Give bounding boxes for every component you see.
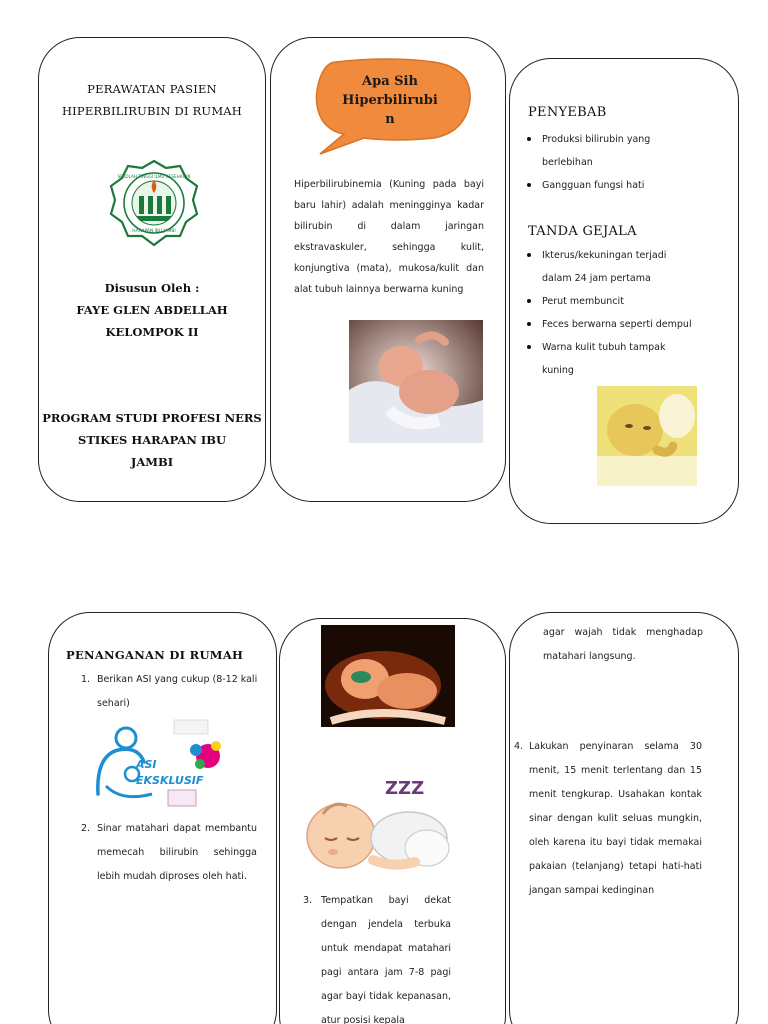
- symptoms-heading: TANDA GEJALA: [528, 224, 637, 239]
- causes-heading: PENYEBAB: [528, 105, 607, 120]
- phototherapy-baby-photo: [321, 625, 455, 727]
- step-text: Berikan ASI yang cukup (8-12 kali sehari): [97, 674, 258, 709]
- bubble-line2: Hiperbilirubi: [342, 93, 438, 108]
- bubble-line3: n: [385, 112, 395, 127]
- intro-paragraph: Hiperbilirubinemia (Kuning pada bayi baru lahir) adalah meningginya kadar bilirubin di dalam jaringan ekstravaskuler, sehingga kulit, konjungtiva (mata), mukosa/kulit dan alat tubuh lainnya berwarna kuning: [294, 179, 484, 295]
- step-text: Tempatkan bayi dekat dengan jendela terbuka untuk mendapat matahari pagi antara jam 7-8 pagi agar bayi tidak kepanasan, atur posisi kepala: [321, 895, 451, 1024]
- asi-logo-line1: ASI: [136, 758, 157, 771]
- causes-list: [524, 128, 684, 197]
- care-step-4: [514, 735, 702, 903]
- step-text: Lakukan penyinaran selama 30 menit, 15 menit terlentang dan 15 menit tengkurap. Usahakan kontak sinar dengan kulit seluas mungkin, oleh karena itu bayi tidak memakai pakaian (telanjang) tetapi hati-hati jangan sampai kedinginan: [529, 741, 702, 896]
- cause-item: Produksi bilirubin yang berlebihan: [524, 128, 684, 174]
- college-logo-emblem: [108, 158, 200, 248]
- logo-top-text: SEKOLAH TINGGI ILMU KESEHATAN: [117, 174, 191, 179]
- newborn-baby-photo: [349, 320, 483, 443]
- asi-logo-line2: EKSKLUSIF: [136, 774, 204, 787]
- logo-bottom-text: HARAPAN IBU JAMBI: [132, 229, 176, 234]
- care-step-2: [81, 817, 257, 889]
- cover-title-line2: HIPERBILIRUBIN DI RUMAH: [61, 104, 243, 118]
- bubble-title: [328, 72, 452, 129]
- breastfeeding-logo: [92, 716, 224, 812]
- symptom-item: Perut membuncit: [524, 290, 694, 313]
- compiled-by-label: Disusun Oleh :: [104, 281, 200, 295]
- bubble-line1: Apa Sih: [362, 74, 418, 89]
- sleeping-baby-cartoon: [303, 764, 458, 876]
- symptom-item: Warna kulit tubuh tampak kuning: [524, 336, 694, 382]
- cover-title-line1: PERAWATAN PASIEN: [87, 82, 217, 96]
- program-line1: PROGRAM STUDI PROFESI NERS: [42, 411, 262, 425]
- author-name: FAYE GLEN ABDELLAH: [76, 303, 228, 317]
- step-number: 3.: [303, 895, 313, 906]
- step-text: Sinar matahari dapat membantu memecah bilirubin sehingga lebih mudah diproses oleh hati.: [97, 823, 257, 882]
- care-step-3: [303, 889, 451, 1024]
- sleep-letters: ZZZ: [385, 778, 425, 799]
- program-line2: STIKES HARAPAN IBU: [78, 433, 226, 447]
- care-step-1: [81, 668, 261, 716]
- cause-item: Gangguan fungsi hati: [524, 174, 684, 197]
- step-number: 2.: [81, 823, 91, 834]
- program-line3: JAMBI: [130, 455, 174, 469]
- group-name: KELOMPOK II: [105, 325, 199, 339]
- jaundiced-baby-photo: [597, 386, 697, 486]
- home-care-heading: PENANGANAN DI RUMAH: [66, 648, 244, 662]
- symptom-item: Ikterus/kekuningan terjadi dalam 24 jam pertama: [524, 244, 694, 290]
- step-3-continuation: agar wajah tidak menghadap matahari langsung.: [543, 627, 703, 662]
- step-number: 4.: [514, 741, 524, 752]
- step-number: 1.: [81, 674, 91, 685]
- symptom-item: Feces berwarna seperti dempul: [524, 313, 694, 336]
- symptoms-list: [524, 244, 694, 382]
